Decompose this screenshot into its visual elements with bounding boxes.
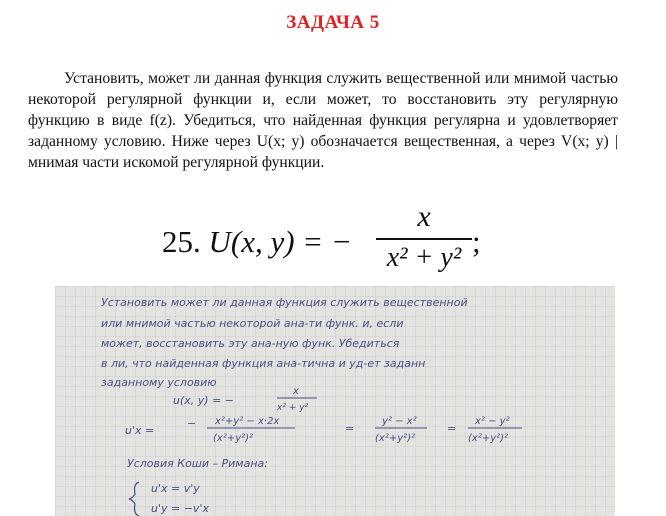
function-formula <box>162 200 482 282</box>
formula-expression: 25. <box>162 224 201 259</box>
formula-numerator: x <box>417 200 431 233</box>
handwritten-cr-eq1: u'x = v'y <box>151 482 200 495</box>
handwritten-eq-sign-2: = <box>447 422 457 435</box>
handwritten-line-4: в ли, что найденная функция ана-тична и уд-ет заданн <box>101 357 426 370</box>
handwritten-cr-eq2: u'y = −v'x <box>151 502 209 515</box>
formula-lhs <box>162 226 352 257</box>
handwritten-eq2-num2: y² − x² <box>382 416 417 427</box>
fraction-bar <box>376 238 472 240</box>
handwritten-eq2-num1: x²+y² − x·2x <box>215 416 280 427</box>
handwritten-line-1: Установить может ли данная функция служить вещественной <box>101 296 468 309</box>
formula-fraction <box>376 202 472 272</box>
handwritten-eq2-den1: (x²+y²)² <box>213 433 254 444</box>
handwritten-eq2-den2: (x²+y²)² <box>375 433 416 444</box>
handwritten-eq-sign: = <box>345 422 355 435</box>
handwritten-cauchy-riemann-title: Условия Коши – Римана: <box>127 457 268 470</box>
task-description <box>28 68 618 173</box>
handwritten-eq1-num: x <box>293 386 299 397</box>
formula-left-side: U(x, y) = − <box>208 224 352 259</box>
handwritten-line-5: заданному условию <box>101 376 217 389</box>
notebook-page <box>55 286 615 516</box>
handwritten-line-2: или мнимой частью некоторой ана-ти функ. и, если <box>101 317 404 330</box>
task-title: ЗАДАЧА 5 <box>286 12 380 33</box>
handwritten-dash: − <box>187 417 197 430</box>
handwritten-eq2-lhs: u'x = <box>125 424 155 437</box>
handwritten-eq1-lhs: u(x, y) = − <box>173 394 234 407</box>
formula-denominator: x² + y² <box>386 242 462 273</box>
handwritten-eq2-num3: x² − y² <box>475 416 510 427</box>
handwritten-solution-photo <box>55 286 615 516</box>
handwritten-eq1-den: x² + y² <box>277 403 309 413</box>
handwritten-eq2-den3: (x²+y²)² <box>468 433 509 444</box>
handwritten-line-3: может, восстановить эту ана-ную функ. Убедиться <box>101 337 400 350</box>
task-text: Установить, может ли данная функция служить вещественной или мнимой частью некоторой регулярной функции и, если может, то восстановить эту регулярную функцию в виде f(z). Убедиться, что найденная функция регулярна и удовлетворяет заданному условию. Ниже через U(x; y) обозначается вещественная, а через V(x; y) | мнимая части искомой регулярной функции. <box>28 70 618 171</box>
formula-terminator: ; <box>472 224 481 259</box>
